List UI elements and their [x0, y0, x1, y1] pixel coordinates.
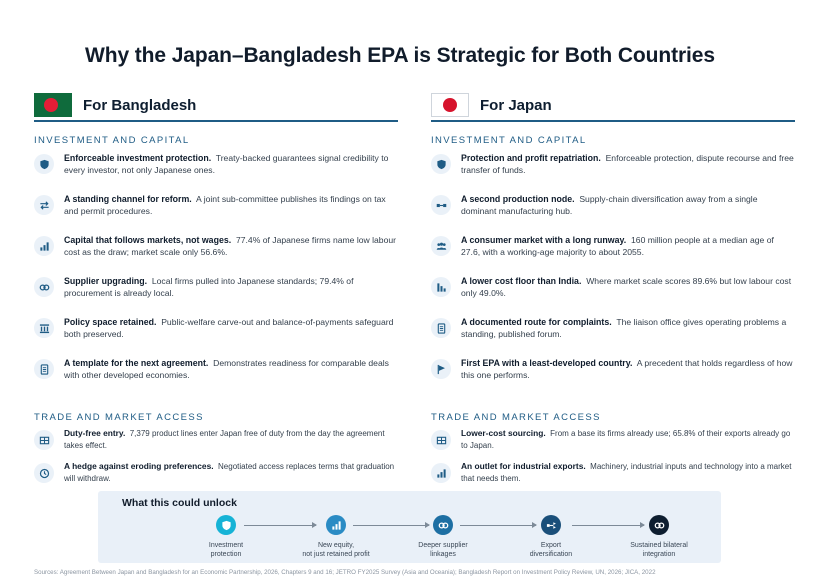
step-label: Investment — [208, 542, 244, 549]
pathway-step — [604, 515, 714, 559]
list-item — [431, 275, 795, 316]
item-title: A standing channel for reform. — [64, 194, 192, 204]
pathway-step — [281, 515, 391, 559]
list-item — [34, 428, 398, 461]
japan-flag-icon — [431, 93, 469, 117]
item-title: Lower-cost sourcing. — [461, 428, 546, 438]
page-title: Why the Japan–Bangladesh EPA is Strategic for Both Countries — [85, 44, 715, 67]
item-title: Capital that follows markets, not wages. — [64, 235, 232, 245]
item-title: Policy space retained. — [64, 317, 157, 327]
step-label: linkages — [430, 551, 456, 558]
grid-icon — [431, 430, 451, 450]
item-desc: 77.4% of Japanese firms name low labour cost as the draw; market scale only 56.6%. — [64, 235, 396, 257]
bangladesh-trade-list — [34, 428, 398, 494]
item-title: Protection and profit repatriation. — [461, 153, 601, 163]
list-item — [34, 234, 398, 275]
list-item — [34, 461, 398, 494]
item-desc: From a base its firms already use; 65.8% of their exports already go to Japan. — [461, 429, 791, 450]
step-label: not just retained profit — [302, 551, 370, 558]
item-desc: A joint sub-committee publishes its findings on tax and permit procedures. — [64, 194, 386, 216]
link-icon — [433, 515, 453, 535]
export-icon — [541, 515, 561, 535]
node-link-icon — [431, 195, 451, 215]
pathway-step — [496, 515, 606, 559]
unlock-title: What this could unlock — [122, 497, 237, 509]
item-desc: Public-welfare carve-out and balance-of-payments safeguard both preserved. — [64, 317, 394, 339]
item-desc: Negotiated access replaces terms that graduation will withdraw. — [64, 462, 395, 483]
step-label: diversification — [529, 551, 573, 558]
item-desc: Supply-chain diversification away from a single dominant manufacturing hub. — [461, 194, 758, 216]
shield-icon — [431, 154, 451, 174]
unlock-pathway-panel — [98, 491, 721, 563]
bangladesh-heading: For Bangladesh — [83, 96, 197, 114]
item-title: A lower cost floor than India. — [461, 276, 582, 286]
pathway-step — [388, 515, 498, 559]
step-label: Deeper supplier — [418, 542, 468, 549]
item-desc: A precedent that holds regardless of how this one performs. — [461, 358, 793, 380]
link-icon — [649, 515, 669, 535]
section-label-trade: TRADE AND MARKET ACCESS — [34, 412, 204, 423]
japan-heading: For Japan — [480, 96, 552, 114]
step-label: Export — [540, 542, 562, 549]
grid-icon — [34, 430, 54, 450]
list-item — [431, 234, 795, 275]
list-item — [431, 193, 795, 234]
item-title: Supplier upgrading. — [64, 276, 148, 286]
item-title: A second production node. — [461, 194, 575, 204]
declining-bars-icon — [431, 277, 451, 297]
bangladesh-column — [34, 90, 398, 494]
japan-column — [431, 90, 795, 494]
item-desc: Demonstrates readiness for comparable deals with other developed economies. — [64, 358, 389, 380]
item-title: A hedge against eroding preferences. — [64, 461, 214, 471]
section-label-investment: INVESTMENT AND CAPITAL — [34, 135, 190, 146]
step-label: Sustained bilateral — [630, 542, 688, 549]
list-item — [34, 316, 398, 357]
document-icon — [431, 318, 451, 338]
flag-icon — [431, 359, 451, 379]
item-title: A consumer market with a long runway. — [461, 235, 627, 245]
section-label-investment: INVESTMENT AND CAPITAL — [431, 135, 587, 146]
people-icon — [431, 236, 451, 256]
link-icon — [34, 277, 54, 297]
item-title: An outlet for industrial exports. — [461, 461, 586, 471]
step-label: protection — [210, 551, 242, 558]
bangladesh-investment-list — [34, 152, 398, 398]
list-item — [34, 275, 398, 316]
list-item — [431, 428, 795, 461]
item-title: First EPA with a least-developed country. — [461, 358, 633, 368]
document-icon — [34, 359, 54, 379]
item-title: A documented route for complaints. — [461, 317, 612, 327]
item-desc: Enforceable protection, dispute recourse and free transfer of funds. — [461, 153, 794, 175]
item-desc: The liaison office gives operating problems a standing, published forum. — [461, 317, 787, 339]
item-title: A template for the next agreement. — [64, 358, 209, 368]
item-title: Duty-free entry. — [64, 428, 126, 438]
list-item — [34, 193, 398, 234]
pathway-step — [171, 515, 281, 559]
exchange-arrows-icon — [34, 195, 54, 215]
step-label: integration — [642, 551, 676, 558]
item-desc: Where market scale scores 89.6% but low labour cost only 49.0%. — [461, 276, 792, 298]
list-item — [34, 357, 398, 398]
item-desc: Local firms pulled into Japanese standards; 79.4% of procurement is already local. — [64, 276, 354, 298]
japan-investment-list — [431, 152, 795, 398]
bar-chart-icon — [326, 515, 346, 535]
item-desc: Machinery, industrial inputs and technology into a market that needs them. — [461, 462, 792, 483]
shield-icon — [216, 515, 236, 535]
step-label: New equity, — [317, 542, 355, 549]
bangladesh-flag-icon — [34, 93, 72, 117]
shield-icon — [34, 154, 54, 174]
list-item — [34, 152, 398, 193]
list-item — [431, 461, 795, 494]
japan-header — [431, 90, 795, 122]
item-desc: 160 million people at a median age of 27.6, with a working-age majority to about 2055. — [461, 235, 774, 257]
item-title: Enforceable investment protection. — [64, 153, 212, 163]
bangladesh-header — [34, 90, 398, 122]
institution-icon — [34, 318, 54, 338]
clock-icon — [34, 463, 54, 483]
bar-chart-icon — [431, 463, 451, 483]
sources-footnote: Sources: Agreement Between Japan and Bangladesh for an Economic Partnership, 2026, Chapters 9 and 16; JETRO FY2025 Survey (Asia and Oceania); Bangladesh Report on Investment Policy Review, UN, 2026; JICA, 2022 — [34, 569, 656, 576]
bar-chart-icon — [34, 236, 54, 256]
list-item — [431, 152, 795, 193]
japan-trade-list — [431, 428, 795, 494]
section-label-trade: TRADE AND MARKET ACCESS — [431, 412, 601, 423]
list-item — [431, 357, 795, 398]
item-desc: 7,379 product lines enter Japan free of duty from the day the agreement takes effect. — [64, 429, 385, 450]
item-desc: Treaty-backed guarantees signal credibility to every investor, not only Japanese ones. — [64, 153, 389, 175]
list-item — [431, 316, 795, 357]
